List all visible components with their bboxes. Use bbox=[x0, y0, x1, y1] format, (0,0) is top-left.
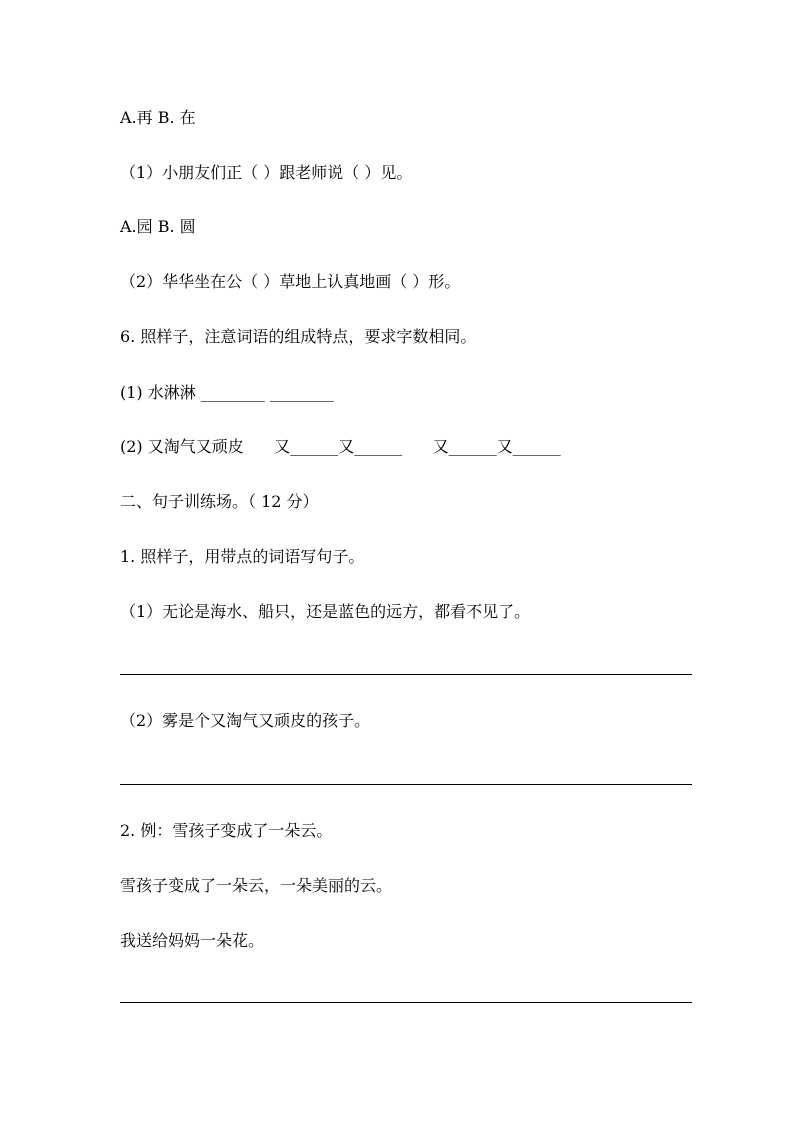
exercise-1-sentence-2: （2）雾是个又淘气又顽皮的孩子。 bbox=[120, 711, 371, 730]
exercise-2-prompt: 我送给妈妈一朵花。 bbox=[120, 931, 265, 950]
options-line-1: A.再 B. 在 bbox=[120, 108, 196, 127]
answer-line-3 bbox=[120, 1002, 692, 1003]
exercise-2-example: 2. 例：雪孩子变成了一朵云。 bbox=[120, 821, 333, 840]
exercise-1-heading: 1. 照样子，用带点的词语写句子。 bbox=[120, 547, 365, 566]
exercise-1-sentence-1: （1）无论是海水、船只，还是蓝色的远方，都看不见了。 bbox=[120, 602, 531, 621]
section-2-heading: 二、句子训练场。（ 12 分） bbox=[120, 492, 319, 511]
word-pattern-2: (2) 又淘气又顽皮 又______又______ 又______又______ bbox=[120, 437, 561, 456]
word-pattern-1: (1) 水淋淋 ________ ________ bbox=[120, 383, 334, 402]
exercise-2-example-answer: 雪孩子变成了一朵云，一朵美丽的云。 bbox=[120, 876, 393, 895]
question-1-text: （1）小朋友们正（ ）跟老师说（ ）见。 bbox=[120, 163, 413, 182]
options-line-2: A.园 B. 圆 bbox=[120, 217, 196, 236]
question-2-text: （2）华华坐在公（ ）草地上认真地画（ ）形。 bbox=[120, 272, 461, 291]
answer-line-1 bbox=[120, 674, 692, 675]
section-6-heading: 6. 照样子，注意词语的组成特点，要求字数相同。 bbox=[120, 327, 477, 346]
answer-line-2 bbox=[120, 784, 692, 785]
